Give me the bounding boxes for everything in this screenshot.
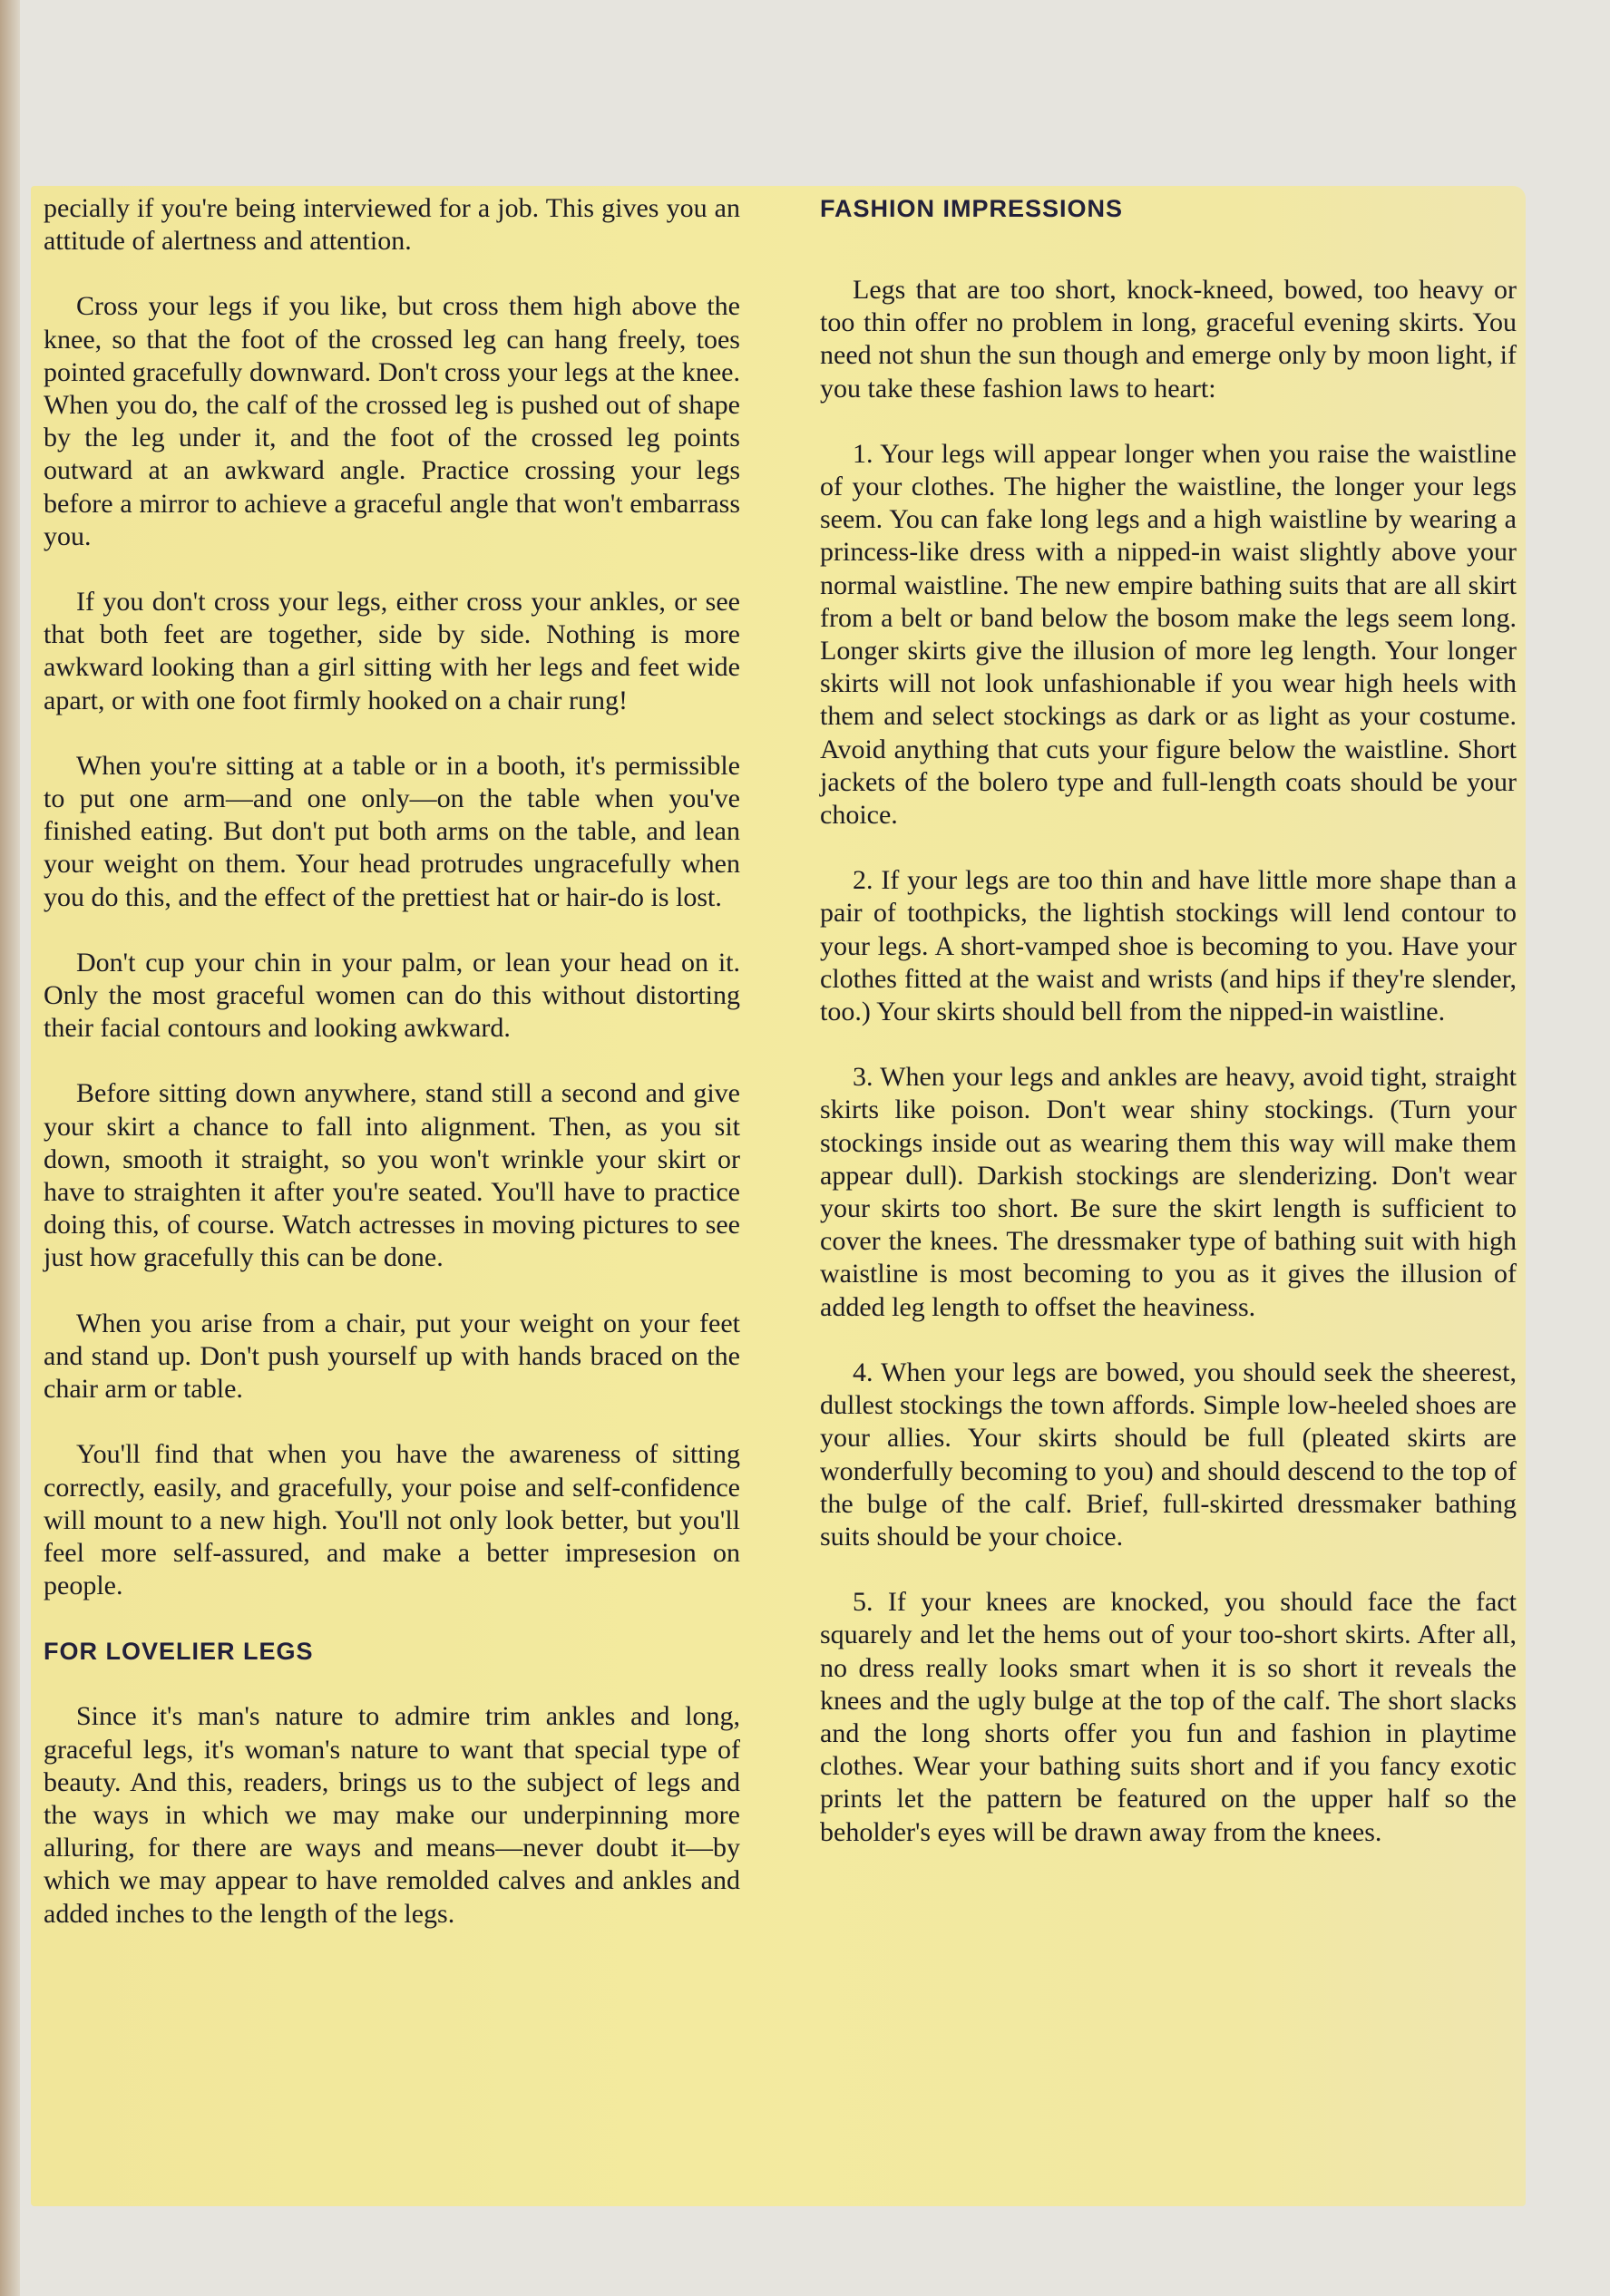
paragraph: If you don't cross your legs, either cross your ankles, or see that both feet are together, side by side. Nothing is more awkward looking than a girl sitting with her legs and feet wide apart, or with one foot firmly hooked on a chair rung! bbox=[44, 587, 740, 715]
paragraph: 1. Your legs will appear longer when you raise the waistline of your clothes. The higher the waistline, the longer your legs seem. You can fake long legs and a high waistline by wearing a princess-like dress with a nipped-in waist slightly above your normal waistline. The new empire bathing suits that are all skirt from a belt or band below the bosom make the legs seem long. Longer skirts give the illusion of more leg length. Your longer skirts will not look unfashionable if you wear high heels with them and select stockings as dark or as light as your costume. Avoid anything that cuts your figure below the waistline. Short jackets of the bolero type and full-length coats should be your choice. bbox=[820, 438, 1517, 831]
paragraph: pecially if you're being interviewed for a job. This gives you an attitude of alertness and attention. bbox=[44, 193, 740, 257]
paragraph: When you're sitting at a table or in a booth, it's permissible to put one arm—and one only—on the table when you've finished eating. But don't put both arms on the table, and lean your weight on them. Your head protrudes ungracefully when you do this, and the effect of the prettiest hat or hair-do is lost. bbox=[44, 750, 740, 912]
paragraph: You'll find that when you have the awareness of sitting correctly, easily, and gracefully, your poise and self-confidence will mount to a new high. You'll not only look better, but you'll feel more self-assured, and make a better impresesion on people. bbox=[44, 1439, 740, 1601]
paragraph: 3. When your legs and ankles are heavy, avoid tight, straight skirts like poison. Don't wear shiny stockings. (Turn your stockings inside out as wearing them this way will make them appear dull). Darkish stockings are slenderizing. Don't wear your skirts too short. Be sure the skirt length is sufficient to cover the knees. The dressmaker type of bathing suit with high waistline is most becoming to you as it gives the illusion of added leg length to offset the heaviness. bbox=[820, 1062, 1517, 1322]
paragraph: Before sitting down anywhere, stand still a second and give your skirt a chance to fall into alignment. Then, as you sit down, smooth it straight, so you won't wrinkle your skirt or have to straighten it after you're seated. You'll have to practice doing this, of course. Watch actresses in moving pictures to see just how gracefully this can be done. bbox=[44, 1078, 740, 1273]
section-heading-fashion-impressions: FASHION IMPRESSIONS bbox=[820, 195, 1124, 222]
right-column bbox=[820, 192, 1517, 1882]
left-column bbox=[44, 192, 740, 1963]
paragraph: 2. If your legs are too thin and have little more shape than a pair of toothpicks, the lightish stockings will lend contour to your legs. A short-vamped shoe is becoming to you. Have your clothes fitted at the waist and wrists (and hips if they're slender, too.) Your skirts should bell from the nipped-in waistline. bbox=[820, 865, 1517, 1027]
paragraph: Since it's man's nature to admire trim ankles and long, graceful legs, it's woman's nature to want that special type of beauty. And this, readers, brings us to the subject of legs and the ways in which we may make our underpinning more alluring, for there are ways and means—never doubt it—by which we may appear to have remolded calves and ankles and added inches to the length of the legs. bbox=[44, 1701, 740, 1929]
paragraph: When you arise from a chair, put your weight on your feet and stand up. Don't push yourself up with hands braced on the chair arm or table. bbox=[44, 1308, 740, 1405]
paragraph: Legs that are too short, knock-kneed, bowed, too heavy or too thin offer no problem in long, graceful evening skirts. You need not shun the sun though and emerge only by moon light, if you take these fashion laws to heart: bbox=[820, 275, 1517, 404]
paragraph: 5. If your knees are knocked, you should face the fact squarely and let the hems out of your too-short skirts. After all, no dress really looks smart when it is so short it reveals the knees and the ugly bulge at the top of the calf. The short slacks and the long shorts offer you fun and fashion in playtime clothes. Wear your bathing suits short and if you fancy exotic prints let the pattern be featured on the upper half so the beholder's eyes will be drawn away from the knees. bbox=[820, 1587, 1517, 1847]
section-heading-lovelier-legs: FOR LOVELIER LEGS bbox=[44, 1638, 314, 1666]
paragraph: 4. When your legs are bowed, you should seek the sheerest, dullest stockings the town affords. Simple low-heeled shoes are your allies. Your skirts should be full (pleated skirts are wonderfully becoming to you) and should descend to the top of the bulge of the calf. Brief, full-skirted dressmaker bathing suits should be your choice. bbox=[820, 1357, 1517, 1552]
paragraph: Cross your legs if you like, but cross them high above the knee, so that the foot of the crossed leg can hang freely, toes pointed gracefully downward. Don't cross your legs at the knee. When you do, the calf of the crossed leg is pushed out of shape by the leg under it, and the foot of the crossed leg points outward at an awkward angle. Practice crossing your legs before a mirror to achieve a graceful angle that won't embarrass you. bbox=[44, 291, 740, 551]
paragraph: Don't cup your chin in your palm, or lean your head on it. Only the most graceful women can do this without distorting their facial contours and looking awkward. bbox=[44, 947, 740, 1044]
page-binding-edge bbox=[0, 0, 20, 2296]
